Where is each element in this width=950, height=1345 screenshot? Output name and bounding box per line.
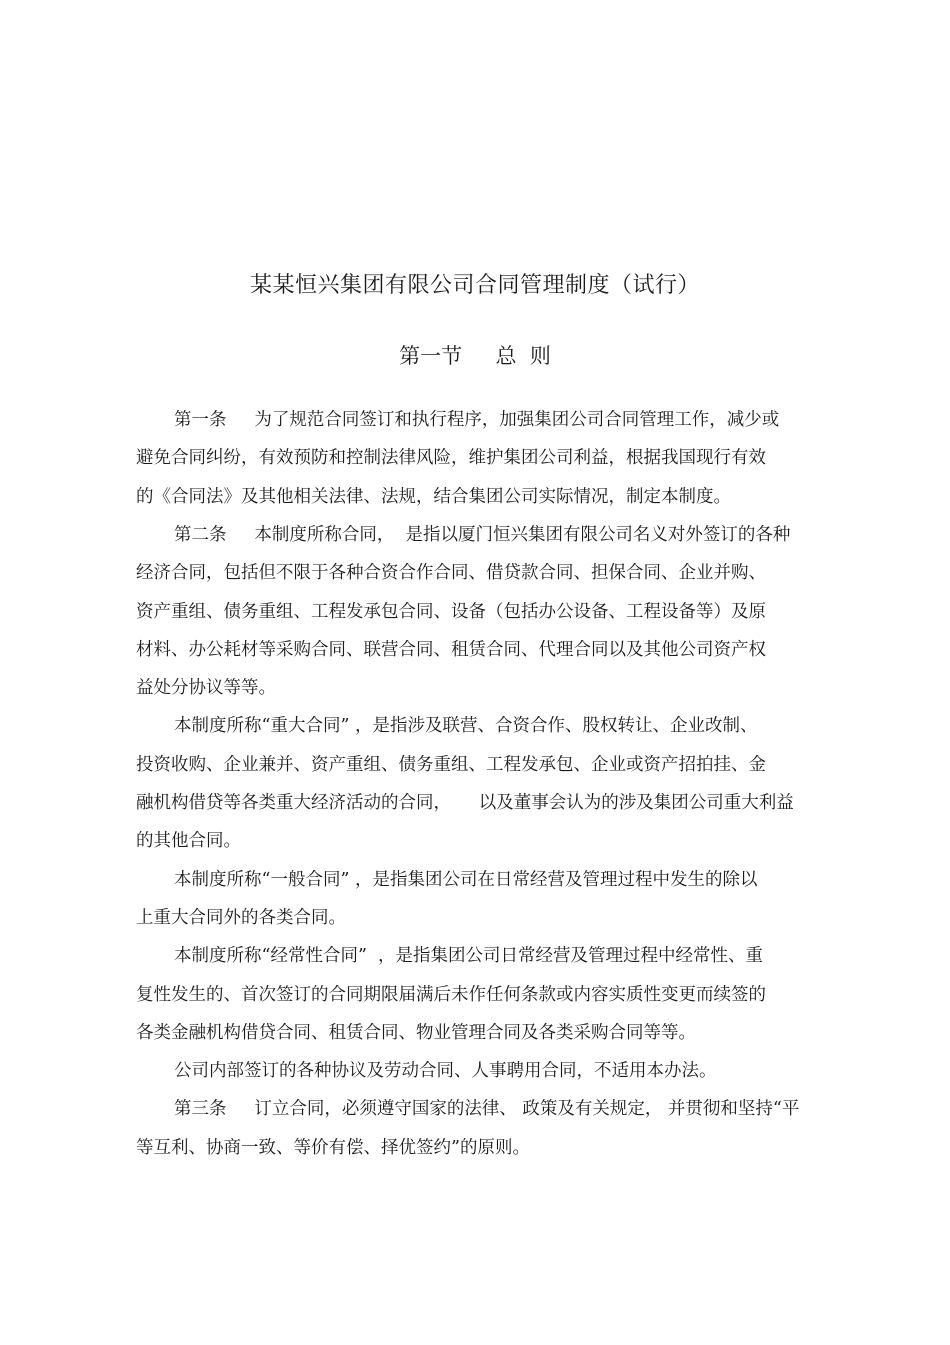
paragraph-line: 融机构借贷等各类重大经济活动的合同， 以及董事会认为的涉及集团公司重大利益 [136, 793, 794, 813]
paragraph-first-line: 本制度所称“经常性合同” ，是指集团公司日常经营及管理过程中经常性、重 [174, 946, 764, 967]
paragraph-first-line: 本制度所称“重大合同” ，是指涉及联营、合资合作、股权转让、企业改制、 [174, 716, 758, 737]
paragraph-line: 的《合同法》及其他相关法律、法规，结合集团公司实际情况，制定本制度。 [136, 486, 731, 507]
paragraph-line: 经济合同，包括但不限于各种合资合作合同、借贷款合同、担保合同、企业并购、 [136, 563, 766, 584]
section-heading: 第一节 总 则 [399, 344, 551, 368]
paragraph-line: 材料、办公耗材等采购合同、联营合同、租赁合同、代理合同以及其他公司资产权 [136, 639, 766, 660]
paragraph-line: 避免合同纠纷，有效预防和控制法律风险，维护集团公司利益，根据我国现行有效 [136, 448, 766, 469]
paragraph-line: 等互利、协商一致、等价有偿、择优签约”的原则。 [136, 1137, 530, 1158]
paragraph-line: 投资收购、企业兼并、资产重组、债务重组、工程发承包、企业或资产招拍挂、金 [136, 754, 766, 775]
paragraph-first-line: 第一条 为了规范合同签订和执行程序，加强集团公司合同管理工作，减少或 [174, 410, 780, 430]
paragraph-line: 的其他合同。 [136, 831, 241, 852]
paragraph-line: 益处分协议等等。 [136, 678, 276, 699]
paragraph-first-line: 公司内部签订的各种协议及劳动合同、人事聘用合同，不适用本办法。 [174, 1061, 717, 1082]
paragraph-first-line: 本制度所称“一般合同” ，是指集团公司在日常经营及管理过程中发生的除以 [174, 869, 758, 890]
paragraph-line: 各类金融机构借贷合同、租赁合同、物业管理合同及各类采购合同等等。 [136, 1022, 696, 1043]
paragraph-first-line: 第二条 本制度所称合同， 是指以厦门恒兴集团有限公司名义对外签订的各种 [174, 524, 791, 545]
paragraph-line: 复性发生的、首次签订的合同期限届满后未作任何条款或内容实质性变更而续签的 [136, 984, 766, 1005]
paragraph-first-line: 第三条 订立合同，必须遵守国家的法律、 政策及有关规定， 并贯彻和坚持“平 [174, 1099, 800, 1120]
paragraph-line: 资产重组、债务重组、工程发承包合同、设备（包括办公设备、工程设备等）及原 [136, 601, 766, 622]
paragraph-line: 上重大合同外的各类合同。 [136, 907, 346, 928]
document-title: 某某恒兴集团有限公司合同管理制度（试行） [249, 273, 700, 298]
